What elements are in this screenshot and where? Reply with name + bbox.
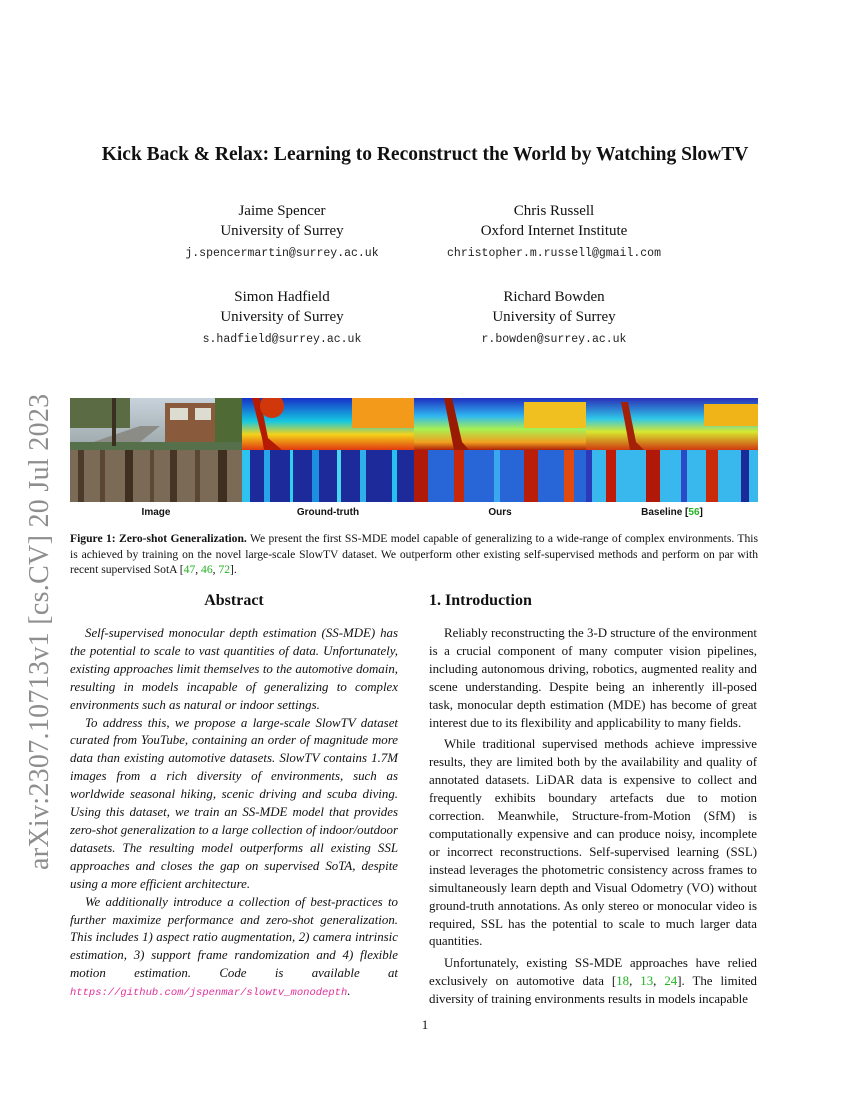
citation-link[interactable]: 46 <box>201 563 213 577</box>
author-name: Jaime Spencer <box>238 203 326 219</box>
author-block <box>389 201 719 264</box>
abstract-body <box>70 625 398 1003</box>
abstract-paragraph: Self-supervised monocular depth estimation (SS-MDE) has the potential to scale to vast quantities of data. Unfortunately, existing approaches limit themselves to the automotive domain, resulting in models incapable of generalizing to complex environments such as natural or indoor settings. <box>70 626 398 712</box>
citation-link[interactable]: 13 <box>640 974 654 989</box>
baseline-panel-forest <box>586 450 758 502</box>
introduction-heading: 1. Introduction <box>429 592 532 609</box>
author-affiliation: University of Surrey <box>220 309 344 325</box>
intro-paragraph: Reliably reconstructing the 3-D structure of the environment is a crucial component of many computer vision pipelines, including autonomous driving, robotics, augmented reality and scene understanding. Despite being an inherently ill-posed task, monocular depth estimation (MDE) has become of great interest due to its flexibility and applicability to many fields. <box>429 626 757 730</box>
author-email[interactable]: christopher.m.russell@gmail.com <box>447 247 661 260</box>
abstract-heading: Abstract <box>204 592 264 609</box>
ours-panel-forest <box>414 450 586 502</box>
arxiv-identifier: arXiv:2307.10713v1 [cs.CV] 20 Jul 2023 <box>24 393 55 870</box>
author-email[interactable]: j.spencermartin@surrey.ac.uk <box>185 247 379 260</box>
author-name: Chris Russell <box>513 203 595 219</box>
groundtruth-panel-forest <box>242 450 414 502</box>
abstract-paragraph: To address this, we propose a large-scale SlowTV dataset curated from YouTube, containing an order of magnitude more data than existing automotive datasets. SlowTV contains 1.7M images from a rich diversity of environments, such as worldwide seasonal hiking, scenic driving and scuba diving. Using this dataset, we train an SS-MDE model that provides zero-shot generalization to a large collection of indoor/outdoor datasets. The resulting model outperforms all existing SSL approaches and closes the gap on supervised SoTA, despite using a more efficient architecture. <box>70 715 398 891</box>
abstract-paragraph <box>70 894 398 1003</box>
ours-panel-street <box>414 398 586 450</box>
intro-paragraph: While traditional supervised methods achieve impressive results, they are limited both by the availability and quality of annotated datasets. LiDAR data is expensive to collect and frequently exhibits boundary artefacts due to motion correction. Meanwhile, Structure-from-Motion (SfM) is computationally expensive and can produce noisy, incomplete or incorrect reconstructions. Self-supervised learning (SSL) instead leverages the photometric consistency across frames to simultaneously learn depth and Visual Odometry (VO) without ground-truth annotations. As only stereo or monocular video is required, SSL has the potential to scale to much larger data quantities. <box>429 737 757 949</box>
citation-link[interactable]: 72 <box>218 563 231 577</box>
author-email[interactable]: s.hadfield@surrey.ac.uk <box>202 333 362 346</box>
introduction-body <box>429 625 757 1009</box>
figure-caption: Figure 1: Zero-shot Generalization. We present the first SS-MDE model capable of generalizing to a wide-range of complex environments. This is achieved by training on the novel large-scale SlowTV dataset. We outperform other existing self-supervised methods and perform on par with recent supervised SotA [47, 46, 72]. <box>70 532 758 577</box>
caption-end: ]. <box>230 563 237 577</box>
baseline-panel-street <box>586 398 758 450</box>
caption-title: Zero-shot Generalization. <box>119 532 247 545</box>
figure-grid <box>70 398 758 502</box>
citation-link[interactable]: 24 <box>664 974 678 989</box>
author-name: Simon Hadfield <box>234 289 330 305</box>
caption-text: We present the first SS-MDE model capable of generalizing to a wide-range of complex environments. This is achieved by training on the novel large-scale SlowTV dataset. We outperform other existing self-supervised methods and perform on par with recent supervised SotA [ <box>70 532 758 577</box>
author-name: Richard Bowden <box>503 289 605 305</box>
paper-title: Kick Back & Relax: Learning to Reconstruct the World by Watching SlowTV <box>101 144 749 165</box>
author-block <box>389 287 719 350</box>
figure-label-groundtruth: Ground-truth <box>296 507 360 518</box>
page-number: 1 <box>421 1017 429 1032</box>
figure-column-labels <box>70 507 758 518</box>
figure-label-baseline: Baseline [56] <box>641 507 703 518</box>
author-affiliation: University of Surrey <box>220 223 344 239</box>
citation-link[interactable]: 18 <box>616 974 630 989</box>
groundtruth-panel-street <box>242 398 414 450</box>
figure-label-image: Image <box>141 507 171 518</box>
author-email[interactable]: r.bowden@surrey.ac.uk <box>481 333 627 346</box>
image-panel-street <box>70 398 242 450</box>
intro-p3-end: ]. The limited diversity of training environments results in models incapable <box>429 974 757 1007</box>
baseline-label-text: Baseline <box>641 507 683 518</box>
image-panel-forest <box>70 450 242 502</box>
figure-label-ours: Ours <box>488 507 512 518</box>
abstract-p3-end: . <box>347 984 351 999</box>
abstract-p3-text: We additionally introduce a collection of best-practices to further maximize performance and zero-shot generalization. This includes 1) aspect ratio augmentation, 2) camera intrinsic estimation, 3) support frame randomization and 4) flexible motion estimation. Code is available at <box>70 894 398 981</box>
intro-paragraph: Unfortunately, existing SS-MDE approaches have relied exclusively on automotive data [18, 13, 24]. The limited diversity of training environments results in models incapable <box>429 956 757 1007</box>
author-affiliation: University of Surrey <box>492 309 616 325</box>
caption-label: Figure 1: <box>70 532 116 545</box>
author-affiliation: Oxford Internet Institute <box>480 223 628 239</box>
code-link[interactable]: https://github.com/jspenmar/slowtv_monodepth <box>70 987 348 1000</box>
citation-link[interactable]: 56 <box>688 507 700 518</box>
intro-p3-start: Unfortunately, existing SS-MDE approaches have relied exclusively on automotive data [ <box>429 956 757 989</box>
citation-link[interactable]: 47 <box>183 563 196 577</box>
